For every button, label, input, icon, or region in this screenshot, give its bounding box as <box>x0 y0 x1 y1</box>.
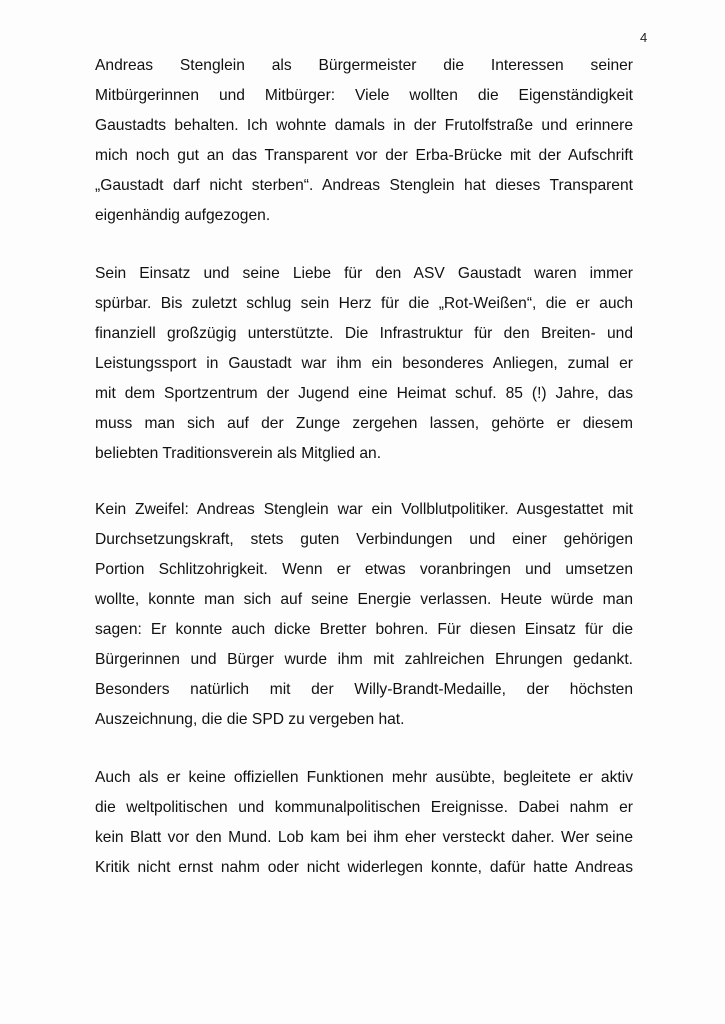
paragraph-1-line-1: Andreas Stenglein als Bürgermeister die Interessen seiner <box>95 57 633 74</box>
paragraph-3-line-7: Besonders natürlich mit der Willy-Brandt-Medaille, der höchsten <box>95 681 633 698</box>
paragraph-3-line-3: Portion Schlitzohrigkeit. Wenn er etwas voranbringen und umsetzen <box>95 561 633 578</box>
paragraph-2-line-6: muss man sich auf der Zunge zergehen lassen, gehörte er diesem <box>95 415 633 432</box>
paragraph-2-line-5: mit dem Sportzentrum der Jugend eine Heimat schuf. 85 (!) Jahre, das <box>95 385 633 402</box>
paragraph-1-line-6: eigenhändig aufgezogen. <box>95 207 271 224</box>
paragraph-2-line-4: Leistungssport in Gaustadt war ihm ein besonderes Anliegen, zumal er <box>95 355 633 372</box>
paragraph-1-line-5: „Gaustadt darf nicht sterben“. Andreas Stenglein hat dieses Transparent <box>95 177 633 194</box>
paragraph-4-line-4: Kritik nicht ernst nahm oder nicht widerlegen konnte, dafür hatte Andreas <box>95 859 633 876</box>
paragraph-2-line-2: spürbar. Bis zuletzt schlug sein Herz für die „Rot-Weißen“, die er auch <box>95 295 633 312</box>
paragraph-3-line-1: Kein Zweifel: Andreas Stenglein war ein Vollblutpolitiker. Ausgestattet mit <box>95 501 633 518</box>
paragraph-2-line-1: Sein Einsatz und seine Liebe für den ASV Gaustadt waren immer <box>95 265 633 282</box>
page-number: 4 <box>640 30 648 45</box>
paragraph-3-line-5: sagen: Er konnte auch dicke Bretter bohren. Für diesen Einsatz für die <box>95 621 633 638</box>
paragraph-4-line-3: kein Blatt vor den Mund. Lob kam bei ihm eher versteckt daher. Wer seine <box>95 829 633 846</box>
paragraph-2-line-3: finanziell großzügig unterstützte. Die Infrastruktur für den Breiten- und <box>95 325 633 342</box>
paragraph-2-line-7: beliebten Traditionsverein als Mitglied an. <box>95 445 382 462</box>
paragraph-1-line-2: Mitbürgerinnen und Mitbürger: Viele wollten die Eigenständigkeit <box>95 87 633 104</box>
paragraph-3-line-6: Bürgerinnen und Bürger wurde ihm mit zahlreichen Ehrungen gedankt. <box>95 651 633 668</box>
paragraph-3-line-8: Auszeichnung, die die SPD zu vergeben hat. <box>95 711 405 728</box>
paragraph-3-line-4: wollte, konnte man sich auf seine Energie verlassen. Heute würde man <box>95 591 633 608</box>
paragraph-4-line-2: die weltpolitischen und kommunalpolitischen Ereignisse. Dabei nahm er <box>95 799 633 816</box>
paragraph-1-line-4: mich noch gut an das Transparent vor der Erba-Brücke mit der Aufschrift <box>95 147 633 164</box>
paragraph-4-line-1: Auch als er keine offiziellen Funktionen mehr ausübte, begleitete er aktiv <box>95 769 633 786</box>
paragraph-1-line-3: Gaustadts behalten. Ich wohnte damals in der Frutolfstraße und erinnere <box>95 117 633 134</box>
paragraph-3-line-2: Durchsetzungskraft, stets guten Verbindungen und einer gehörigen <box>95 531 633 548</box>
